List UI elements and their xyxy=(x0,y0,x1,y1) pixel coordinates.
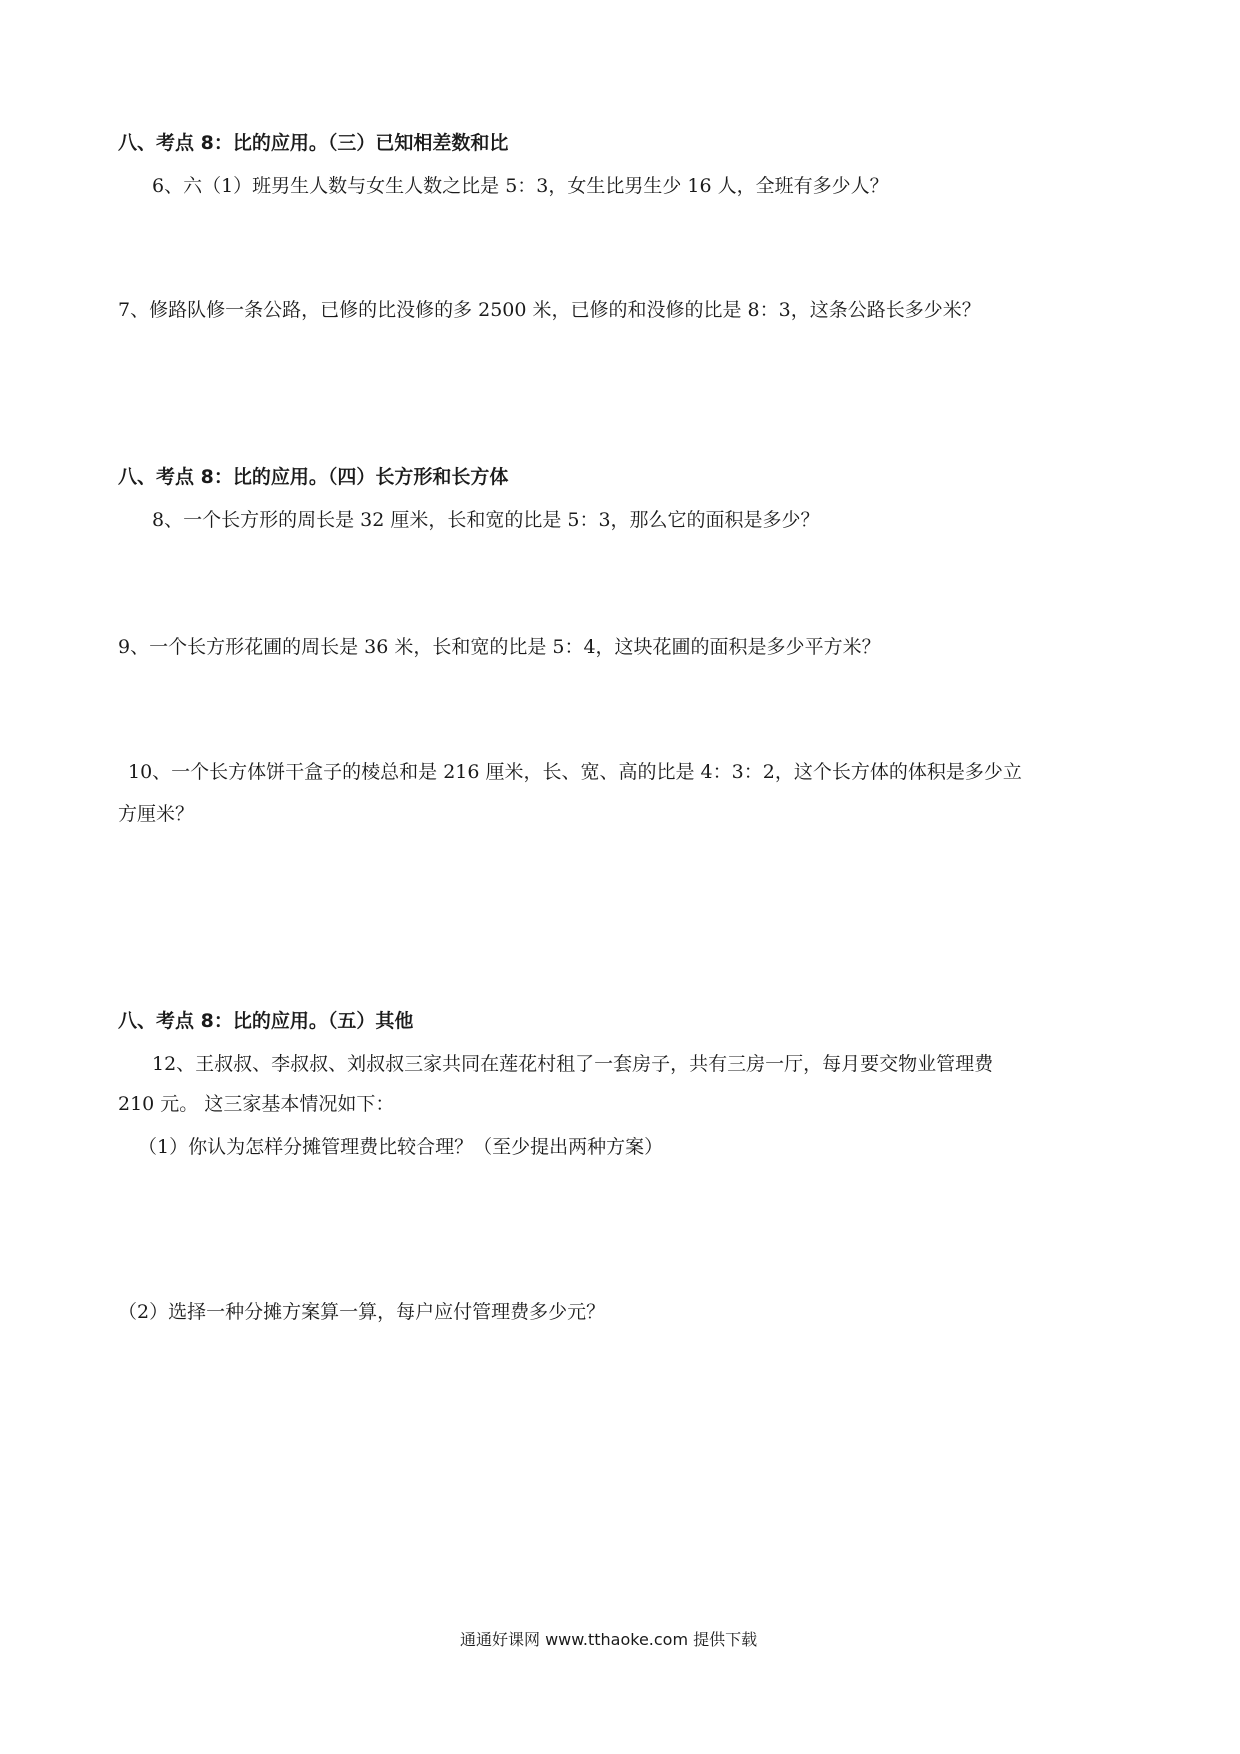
section-5-heading: 八、考点 8：比的应用。（五）其他 xyxy=(118,1010,414,1032)
question-6: 6、六（1）班男生人数与女生人数之比是 5：3，女生比男生少 16 人，全班有多少人？ xyxy=(152,175,889,197)
question-7: 7、修路队修一条公路，已修的比没修的多 2500 米，已修的和没修的比是 8：3，这条公路长多少米？ xyxy=(118,299,981,321)
question-12-sub-2: （2）选择一种分摊方案算一算，每户应付管理费多少元？ xyxy=(118,1301,606,1323)
question-10-line-1: 10、一个长方体饼干盒子的棱总和是 216 厘米，长、宽、高的比是 4：3：2，这个长方体的体积是多少立 xyxy=(128,761,1022,783)
question-9: 9、一个长方形花圃的周长是 36 米，长和宽的比是 5：4，这块花圃的面积是多少平方米？ xyxy=(118,636,881,658)
section-4-heading: 八、考点 8：比的应用。（四）长方形和长方体 xyxy=(118,466,509,488)
page-footer: 通通好课网 www.tthaoke.com 提供下载 xyxy=(460,1630,758,1649)
section-3-heading: 八、考点 8：比的应用。（三）已知相差数和比 xyxy=(118,132,509,154)
question-10-line-2: 方厘米？ xyxy=(118,803,195,825)
question-12-line-1: 12、王叔叔、李叔叔、刘叔叔三家共同在莲花村租了一套房子，共有三房一厅，每月要交物业管理费 xyxy=(152,1053,994,1075)
question-8: 8、一个长方形的周长是 32 厘米，长和宽的比是 5：3，那么它的面积是多少？ xyxy=(152,509,820,531)
question-12-line-2: 210 元。 这三家基本情况如下： xyxy=(118,1093,395,1115)
question-12-sub-1: （1）你认为怎样分摊管理费比较合理？（至少提出两种方案） xyxy=(138,1136,664,1158)
